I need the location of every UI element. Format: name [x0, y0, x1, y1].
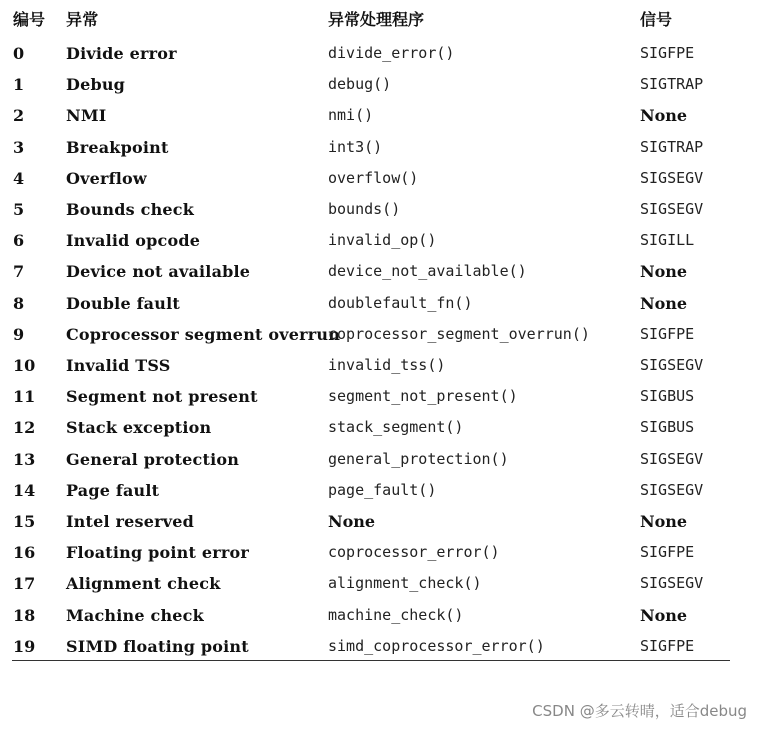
row-num: 4: [13, 168, 25, 188]
row-exception: SIMD floating point: [66, 636, 249, 656]
row-exception: Page fault: [66, 480, 160, 500]
row-num: 5: [13, 200, 25, 219]
row-handler: doublefault_fn(): [328, 293, 473, 312]
row-signal: None: [640, 512, 688, 531]
row-exception: Overflow: [66, 168, 147, 188]
row-signal: None: [640, 106, 688, 126]
row-signal: SIGSEGV: [640, 574, 704, 593]
row-handler: invalid_op(): [328, 231, 437, 250]
row-exception: Segment not present: [66, 387, 258, 407]
table-row: [0, 537, 762, 568]
row-exception: Alignment check: [66, 574, 221, 594]
table-row: [0, 69, 762, 100]
row-num: 1: [13, 75, 25, 95]
row-exception: Divide error: [66, 44, 177, 63]
table-row: [0, 350, 762, 381]
header-num: 编号: [13, 10, 46, 29]
table-row: [0, 132, 762, 163]
row-num: 8: [13, 293, 25, 313]
row-signal: SIGBUS: [640, 387, 695, 406]
table-row: [0, 381, 762, 412]
header-signal: 信号: [640, 10, 673, 29]
row-handler: machine_check(): [328, 605, 464, 624]
row-num: 0: [13, 44, 25, 63]
row-signal: SIGSEGV: [640, 200, 704, 218]
row-handler: page_fault(): [328, 480, 437, 499]
row-handler: device_not_available(): [328, 262, 527, 281]
row-exception: Breakpoint: [66, 137, 169, 157]
table-row: [0, 194, 762, 225]
row-handler: None: [328, 512, 376, 531]
row-signal: SIGFPE: [640, 636, 695, 655]
row-num: 18: [13, 605, 36, 625]
row-signal: SIGBUS: [640, 418, 695, 437]
table-row: [0, 288, 762, 319]
row-exception: Bounds check: [66, 200, 195, 219]
row-num: 10: [13, 356, 36, 375]
row-exception: NMI: [66, 106, 107, 126]
row-handler: nmi(): [328, 106, 374, 125]
table-header: [0, 4, 762, 35]
row-signal: SIGTRAP: [640, 75, 704, 94]
row-handler: stack_segment(): [328, 418, 464, 437]
row-handler: int3(): [328, 137, 383, 156]
row-handler: alignment_check(): [328, 574, 482, 593]
row-signal: SIGFPE: [640, 44, 695, 62]
table-row: [0, 38, 762, 69]
row-signal: SIGSEGV: [640, 480, 704, 499]
row-num: 3: [13, 137, 25, 157]
row-handler: overflow(): [328, 168, 419, 187]
row-exception: Machine check: [66, 605, 204, 625]
table-row: [0, 163, 762, 194]
row-exception: Invalid TSS: [66, 356, 171, 375]
row-exception: Intel reserved: [66, 512, 195, 531]
row-signal: SIGILL: [640, 231, 695, 250]
row-handler: coprocessor_error(): [328, 543, 500, 562]
header-exception: 异常: [66, 10, 99, 29]
row-signal: SIGFPE: [640, 543, 695, 562]
row-num: 14: [13, 480, 36, 500]
row-exception: Debug: [66, 75, 126, 95]
row-signal: SIGSEGV: [640, 168, 704, 187]
table-row: [0, 506, 762, 537]
row-num: 11: [13, 387, 36, 407]
row-handler: debug(): [328, 75, 392, 94]
row-num: 16: [13, 543, 36, 563]
row-num: 12: [13, 418, 36, 438]
row-handler: coprocessor_segment_overrun(): [328, 324, 590, 343]
row-exception: Coprocessor segment overrun: [66, 324, 341, 344]
row-signal: None: [640, 262, 688, 282]
row-signal: None: [640, 605, 688, 625]
row-handler: segment_not_present(): [328, 387, 518, 406]
row-exception: Stack exception: [66, 418, 212, 438]
row-exception: General protection: [66, 449, 240, 469]
row-num: 13: [13, 449, 36, 469]
row-exception: Device not available: [66, 262, 251, 282]
row-signal: None: [640, 293, 688, 313]
watermark: CSDN @多云转晴，适合debug: [532, 702, 747, 720]
row-num: 15: [13, 512, 36, 531]
row-handler: invalid_tss(): [328, 356, 446, 374]
row-num: 17: [13, 574, 36, 594]
table-row: [0, 412, 762, 443]
row-handler: divide_error(): [328, 44, 455, 62]
bottom-rule: [12, 660, 730, 661]
row-exception: Invalid opcode: [66, 231, 201, 251]
row-exception: Double fault: [66, 293, 180, 313]
row-num: 2: [13, 106, 25, 126]
row-signal: SIGSEGV: [640, 449, 704, 468]
table-row: [0, 475, 762, 506]
table-row: [0, 631, 762, 662]
row-handler: simd_coprocessor_error(): [328, 636, 545, 655]
table-row: [0, 319, 762, 350]
row-num: 19: [13, 636, 36, 656]
row-num: 6: [13, 231, 25, 251]
row-signal: SIGTRAP: [640, 137, 704, 156]
table-row: [0, 100, 762, 131]
table-row: [0, 256, 762, 287]
row-signal: SIGFPE: [640, 324, 695, 343]
header-handler: 异常处理程序: [328, 10, 425, 29]
row-handler: bounds(): [328, 200, 401, 218]
table-row: [0, 600, 762, 631]
row-exception: Floating point error: [66, 543, 250, 563]
table-row: [0, 225, 762, 256]
table-row: [0, 444, 762, 475]
row-signal: SIGSEGV: [640, 356, 704, 374]
row-handler: general_protection(): [328, 449, 509, 468]
row-num: 9: [13, 324, 25, 344]
table-row: [0, 568, 762, 599]
row-num: 7: [13, 262, 25, 282]
